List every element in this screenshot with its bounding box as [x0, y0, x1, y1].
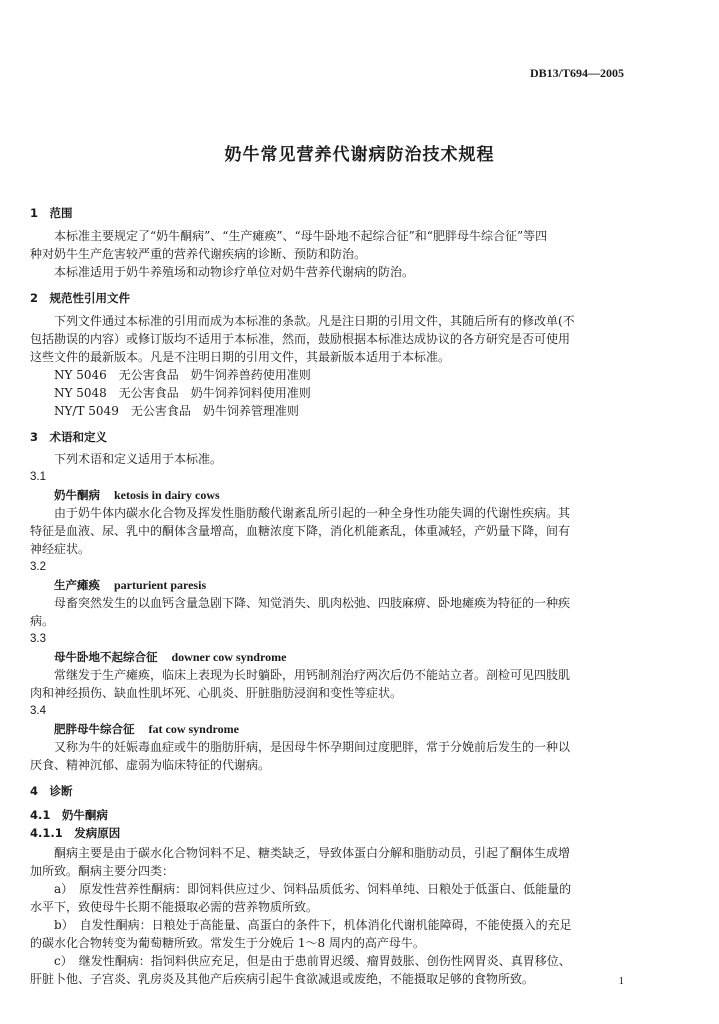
paragraph-line: 本标准主要规定了“奶牛酮病”、“生产瘫痪”、“母牛卧地不起综合征”和“肥胖母牛综合征”等四 — [54, 229, 548, 243]
section-3-heading: 3 术语和定义 — [30, 430, 108, 444]
list-item-line: b） 自发性酮病：日粮处于高能量、高蛋白的条件下，机体消化代谢机能障碍，不能使摄入的充足 — [54, 918, 572, 932]
term-number: 3.4 — [30, 705, 46, 717]
paragraph-line: 种对奶牛生产危害较严重的营养代谢疾病的诊断、预防和防治。 — [30, 247, 367, 261]
term-number: 3.2 — [30, 561, 46, 573]
paragraph-line: 母畜突然发生的以血钙含量急剧下降、知觉消失、肌肉松弛、四肢麻痹、卧地瘫痪为特征的一种疾 — [54, 596, 571, 610]
reference-item: NY 5048 无公害食品 奶牛饲养饲料使用准则 — [54, 386, 311, 400]
paragraph-line: 厌食、精神沉郁、虚弱为临床特征的代谢病。 — [30, 758, 271, 772]
term-english: parturient paresis — [114, 578, 207, 592]
paragraph-line: 又称为牛的妊娠毒血症或牛的脂肪肝病，是因母牛怀孕期间过度肥胖，常于分娩前后发生的一种以 — [54, 740, 571, 754]
term-heading — [54, 650, 286, 664]
section-4-1-1-heading: 4.1.1 发病原因 — [30, 826, 121, 840]
page-number: 1 — [618, 975, 624, 987]
reference-item: NY/T 5049 无公害食品 奶牛饲养管理准则 — [54, 404, 299, 418]
paragraph-line: 由于奶牛体内碳水化合物及挥发性脂肪酸代谢紊乱所引起的一种全身性功能失调的代谢性疾病。其 — [54, 506, 571, 520]
paragraph-line: 病。 — [30, 614, 55, 628]
paragraph-line: 这些文件的最新版本。凡是不注明日期的引用文件，其最新版本适用于本标准。 — [30, 350, 451, 364]
term-heading — [54, 488, 220, 502]
paragraph-line: 特征是血液、尿、乳中的酮体含量增高，血糖浓度下降，消化机能紊乱，体重减轻，产奶量下降，间有 — [30, 524, 571, 538]
paragraph-line: 加所致。酮病主要分四类： — [30, 864, 175, 878]
document-code: DB13/T694—2005 — [529, 66, 624, 80]
reference-item: NY 5046 无公害食品 奶牛饲养兽药使用准则 — [54, 368, 311, 382]
section-4-1-heading: 4.1 奶牛酮病 — [30, 808, 108, 822]
section-1-heading: 1 范围 — [30, 206, 73, 220]
term-english: fat cow syndrome — [148, 722, 239, 736]
paragraph-line: 酮病主要是由于碳水化合物饲料不足、糖类缺乏，导致体蛋白分解和脂肪动员，引起了酮体生成增 — [54, 846, 571, 860]
term-english: ketosis in dairy cows — [114, 488, 220, 502]
list-item-line: 的碳水化合物转变为葡萄糖所致。常发生于分娩后 1～8 周内的高产母牛。 — [30, 936, 425, 950]
term-english: downer cow syndrome — [171, 650, 287, 664]
paragraph-line: 常继发于生产瘫痪，临床上表现为长时躺卧，用钙制剂治疗两次后仍不能站立者。剖检可见四肢肌 — [54, 668, 571, 682]
paragraph-line: 肉和神经损伤、缺血性肌坏死、心肌炎、肝脏脂肪浸润和变性等症状。 — [30, 686, 403, 700]
term-number: 3.1 — [30, 471, 46, 483]
list-item-line: a） 原发性营养性酮病：即饲料供应过少、饲料品质低劣、饲料单纯、日粮处于低蛋白、低能量的 — [54, 882, 572, 896]
term-heading — [54, 578, 206, 592]
paragraph-line: 包括勘误的内容）或修订版均不适用于本标准，然而，鼓励根据本标准达成协议的各方研究是否可使用 — [30, 332, 571, 346]
term-heading — [54, 722, 239, 736]
list-item-line: c） 继发性酮病：指饲料供应充足，但是由于患前胃迟缓、瘤胃鼓胀、创伤性网胃炎、真胃移位、 — [54, 954, 571, 968]
term-chinese: 奶牛酮病 — [54, 488, 100, 502]
term-chinese: 生产瘫痪 — [54, 578, 100, 592]
page-title: 奶牛常见营养代谢病防治技术规程 — [224, 145, 495, 165]
list-item-line: 水平下，致使母牛长期不能摄取必需的营养物质所致。 — [30, 900, 319, 914]
section-2-heading: 2 规范性引用文件 — [30, 291, 131, 305]
paragraph-line: 神经症状。 — [30, 542, 91, 556]
section-4-heading: 4 诊断 — [30, 784, 73, 798]
paragraph-line: 下列术语和定义适用于本标准。 — [54, 452, 223, 466]
list-item-line: 肝脏卜他、子宫炎、乳房炎及其他产后疾病引起牛食欲减退或废绝，不能摄取足够的食物所致。 — [30, 972, 535, 986]
paragraph-line: 本标准适用于奶牛养殖场和动物诊疗单位对奶牛营养代谢病的防治。 — [54, 265, 415, 279]
term-number: 3.3 — [30, 633, 46, 645]
paragraph-line: 下列文件通过本标准的引用而成为本标准的条款。凡是注日期的引用文件，其随后所有的修改单(不 — [54, 314, 575, 328]
term-chinese: 母牛卧地不起综合征 — [54, 650, 158, 664]
term-chinese: 肥胖母牛综合征 — [54, 722, 135, 736]
